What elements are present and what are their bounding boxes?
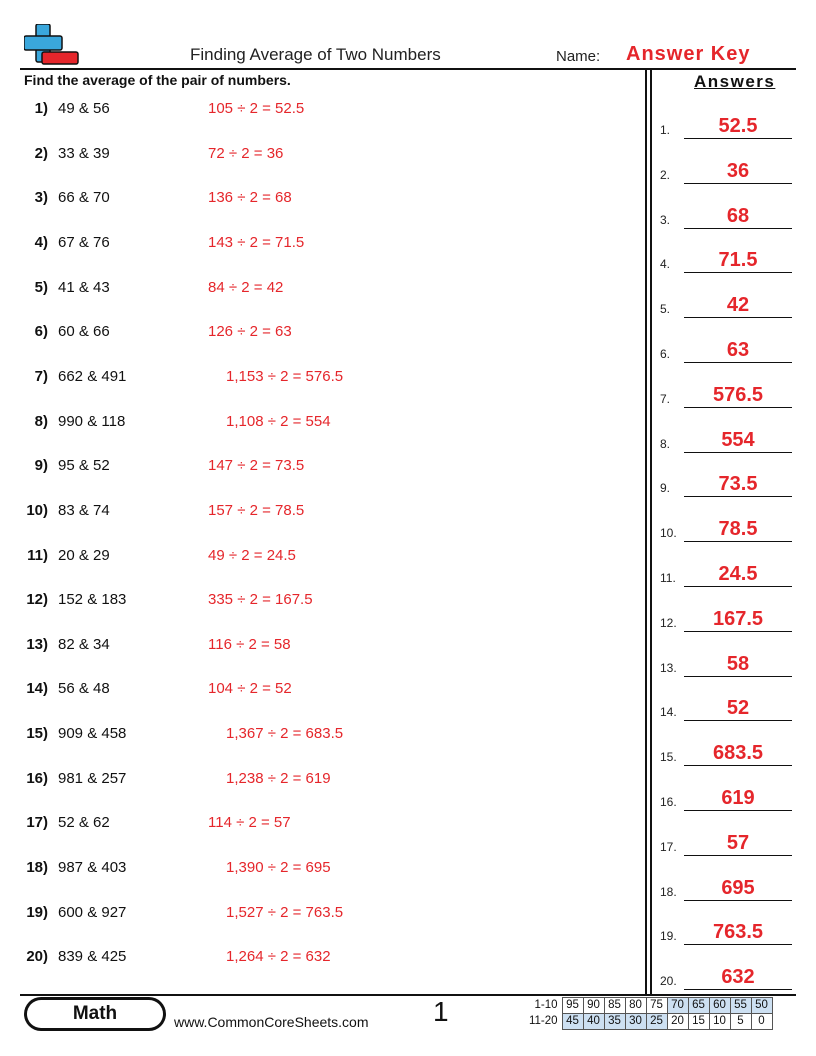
- problem-row: [20, 680, 620, 700]
- answer-number: 20.: [660, 974, 677, 989]
- worked-solution: 104 ÷ 2 = 52: [208, 680, 292, 698]
- problem-number: 1): [34, 100, 48, 117]
- answer-number: 19.: [660, 929, 677, 944]
- answer-line: [684, 944, 792, 945]
- answer-row: [658, 199, 792, 229]
- problem-number: 8): [34, 412, 48, 430]
- problem-row: [20, 100, 620, 120]
- answer-row: [658, 691, 792, 721]
- number-pair: 66 & 70: [58, 189, 110, 207]
- column-divider: [650, 69, 652, 995]
- worked-solution: 116 ÷ 2 = 58: [208, 635, 291, 653]
- score-cell: 75: [646, 998, 667, 1014]
- answer-number: 16.: [660, 795, 677, 809]
- answer-row: [658, 736, 792, 766]
- score-cell: 45: [562, 1014, 583, 1030]
- answer-number: 4.: [660, 257, 671, 272]
- answer-line: [684, 272, 792, 273]
- problem-row: [20, 725, 620, 745]
- number-pair: 56 & 48: [58, 680, 110, 698]
- score-cell: 90: [583, 998, 604, 1014]
- number-pair: 990 & 118: [58, 412, 126, 430]
- answer-value: 167.5: [712, 607, 764, 630]
- worked-solution: 72 ÷ 2 = 36: [208, 144, 284, 162]
- answer-row: [658, 378, 792, 408]
- answer-line: [684, 810, 792, 811]
- answer-line: [684, 183, 792, 184]
- problem-number: 4): [34, 233, 48, 251]
- score-row-label: 1-10: [534, 999, 558, 1011]
- score-cell: 80: [625, 998, 646, 1014]
- problem-number: 7): [34, 367, 48, 385]
- answer-row: [658, 288, 792, 318]
- score-cell: 5: [730, 1014, 751, 1030]
- worked-solution: 147 ÷ 2 = 73.5: [208, 457, 305, 475]
- score-cell: 30: [625, 1014, 646, 1030]
- problem-row: [20, 145, 620, 165]
- answer-line: [684, 720, 792, 721]
- problem-number: 3): [34, 189, 48, 207]
- answer-line: [684, 362, 792, 363]
- answer-row: [658, 557, 792, 587]
- answer-number: 5.: [660, 302, 671, 317]
- score-cell: 65: [688, 998, 709, 1014]
- problem-row: [20, 591, 620, 611]
- answer-value: 58: [726, 652, 750, 675]
- problem-row: [20, 770, 620, 790]
- number-pair: 981 & 257: [58, 769, 127, 787]
- problem-row: [20, 279, 620, 299]
- number-pair: 60 & 66: [58, 323, 110, 341]
- problem-row: [20, 502, 620, 522]
- answer-line: [684, 228, 792, 229]
- answer-row: [658, 826, 792, 856]
- footer-divider: [20, 994, 796, 996]
- answer-key-label: Answer Key: [626, 43, 751, 65]
- answer-number: 1.: [660, 123, 671, 137]
- answer-value: 68: [726, 204, 750, 227]
- number-pair: 67 & 76: [58, 233, 110, 251]
- answer-row: [658, 781, 792, 811]
- answer-number: 18.: [660, 884, 677, 899]
- answer-row: [658, 960, 792, 990]
- problem-number: 10): [26, 501, 48, 519]
- score-cell: 0: [751, 1014, 772, 1030]
- number-pair: 662 & 491: [58, 367, 127, 385]
- problem-number: 9): [34, 457, 48, 475]
- answer-value: 57: [726, 831, 750, 854]
- problem-number: 2): [34, 144, 48, 162]
- worked-solution: 335 ÷ 2 = 167.5: [208, 591, 313, 609]
- answer-line: [684, 496, 792, 497]
- score-cell: 95: [562, 998, 583, 1014]
- worked-solution: 114 ÷ 2 = 57: [208, 814, 291, 832]
- answer-row: [658, 647, 792, 677]
- problem-number: 14): [26, 680, 48, 698]
- column-divider: [645, 69, 647, 995]
- score-cell: 15: [688, 1014, 709, 1030]
- answer-value: 71.5: [718, 249, 758, 272]
- number-pair: 41 & 43: [58, 278, 110, 296]
- problem-row: [20, 413, 620, 433]
- answer-value: 24.5: [718, 563, 758, 585]
- site-url: www.CommonCoreSheets.com: [174, 1014, 369, 1030]
- answer-line: [684, 586, 792, 587]
- answer-row: [658, 333, 792, 363]
- answer-row: [658, 915, 792, 945]
- number-pair: 600 & 927: [58, 903, 127, 921]
- answer-row: [658, 512, 792, 542]
- answer-number: 9.: [660, 481, 671, 496]
- number-pair: 33 & 39: [58, 144, 110, 162]
- number-pair: 52 & 62: [58, 814, 110, 832]
- answer-value: 78.5: [718, 518, 758, 541]
- problem-row: [20, 814, 620, 834]
- subject-label: Math: [27, 1000, 163, 1028]
- answer-number: 13.: [660, 660, 677, 675]
- answer-line: [684, 676, 792, 677]
- problem-row: [20, 234, 620, 254]
- answer-number: 2.: [660, 167, 671, 182]
- worked-solution: 136 ÷ 2 = 68: [208, 189, 292, 207]
- answer-number: 6.: [660, 347, 671, 361]
- answer-line: [684, 138, 792, 139]
- answer-number: 3.: [660, 212, 671, 227]
- problem-row: [20, 323, 620, 343]
- problem-number: 20): [26, 948, 48, 966]
- worked-solution: 143 ÷ 2 = 71.5: [208, 233, 305, 251]
- answer-number: 12.: [660, 615, 677, 630]
- score-cell: 35: [604, 1014, 625, 1030]
- number-pair: 82 & 34: [58, 635, 110, 653]
- answer-line: [684, 855, 792, 856]
- answer-number: 8.: [660, 436, 671, 451]
- worked-solution: 1,108 ÷ 2 = 554: [226, 412, 331, 430]
- worked-solution: 105 ÷ 2 = 52.5: [208, 100, 305, 117]
- number-pair: 987 & 403: [58, 859, 127, 877]
- problem-number: 5): [34, 278, 48, 296]
- number-pair: 839 & 425: [58, 948, 127, 966]
- name-label: Name:: [556, 48, 601, 65]
- problem-row: [20, 547, 620, 567]
- score-table: [524, 997, 773, 1030]
- answer-line: [684, 631, 792, 632]
- answer-value: 632: [721, 966, 755, 989]
- answer-value: 695: [721, 876, 755, 899]
- answer-value: 52: [726, 697, 750, 720]
- problem-number: 11): [27, 546, 48, 564]
- number-pair: 49 & 56: [58, 100, 110, 117]
- number-pair: 83 & 74: [58, 501, 110, 519]
- answer-row: [658, 154, 792, 184]
- worked-solution: 1,367 ÷ 2 = 683.5: [226, 725, 344, 743]
- answer-row: [658, 467, 792, 497]
- problem-number: 19): [26, 903, 48, 921]
- answers-heading: Answers: [694, 72, 776, 91]
- problem-row: [20, 904, 620, 924]
- score-cell: 60: [709, 998, 730, 1014]
- answer-value: 619: [721, 787, 755, 809]
- answer-value: 554: [721, 428, 755, 451]
- problem-row: [20, 948, 620, 968]
- answer-number: 14.: [660, 705, 677, 720]
- answer-number: 15.: [660, 750, 677, 765]
- subject-badge: [24, 997, 166, 1031]
- problem-number: 17): [26, 814, 48, 832]
- answer-number: 7.: [660, 391, 671, 406]
- problem-row: [20, 457, 620, 477]
- instructions: Find the average of the pair of numbers.: [24, 72, 291, 88]
- problem-number: 6): [34, 323, 48, 341]
- header-divider: [20, 68, 796, 70]
- answer-row: [658, 602, 792, 632]
- worked-solution: 84 ÷ 2 = 42: [208, 278, 284, 296]
- problem-number: 16): [26, 769, 48, 787]
- problem-number: 18): [26, 859, 48, 877]
- score-row-label: 11-20: [528, 1015, 558, 1027]
- worked-solution: 157 ÷ 2 = 78.5: [208, 501, 305, 519]
- answer-value: 42: [726, 294, 750, 317]
- answer-value: 63: [726, 339, 750, 361]
- answer-value: 763.5: [712, 921, 764, 944]
- problem-row: [20, 189, 620, 209]
- score-cell: 10: [709, 1014, 730, 1030]
- worked-solution: 1,238 ÷ 2 = 619: [226, 769, 331, 787]
- answer-number: 17.: [660, 839, 677, 854]
- problem-number: 12): [26, 591, 48, 609]
- worked-solution: 1,390 ÷ 2 = 695: [226, 859, 331, 877]
- worksheet-title: Finding Average of Two Numbers: [190, 45, 441, 64]
- answer-line: [684, 541, 792, 542]
- answer-value: 576.5: [712, 383, 764, 406]
- answer-row: [658, 871, 792, 901]
- answer-row: [658, 109, 792, 139]
- answer-number: 11.: [660, 571, 676, 585]
- answer-value: 52.5: [718, 115, 758, 137]
- page-number: 1: [433, 996, 449, 1027]
- answer-line: [684, 900, 792, 901]
- worked-solution: 49 ÷ 2 = 24.5: [208, 546, 296, 564]
- answer-number: 10.: [660, 526, 677, 541]
- problem-row: [20, 368, 620, 388]
- answer-line: [684, 765, 792, 766]
- number-pair: 95 & 52: [58, 457, 110, 475]
- worked-solution: 1,527 ÷ 2 = 763.5: [226, 903, 344, 921]
- score-cell: 85: [604, 998, 625, 1014]
- answer-value: 36: [726, 159, 750, 182]
- answer-row: [658, 423, 792, 453]
- score-cell: 20: [667, 1014, 688, 1030]
- score-cell: 50: [751, 998, 772, 1014]
- problem-number: 15): [26, 725, 48, 743]
- number-pair: 152 & 183: [58, 591, 127, 609]
- problem-row: [20, 636, 620, 656]
- answer-value: 683.5: [712, 742, 764, 765]
- score-cell: 25: [646, 1014, 667, 1030]
- answer-line: [684, 989, 792, 990]
- answer-line: [684, 407, 792, 408]
- answer-line: [684, 317, 792, 318]
- worked-solution: 126 ÷ 2 = 63: [208, 323, 292, 341]
- number-pair: 909 & 458: [58, 725, 127, 743]
- plus-minus-logo-icon: [24, 24, 80, 66]
- score-row: [524, 998, 772, 1014]
- problem-number: 13): [26, 635, 48, 653]
- score-cell: 55: [730, 998, 751, 1014]
- score-row: [524, 1014, 772, 1030]
- problem-row: [20, 859, 620, 879]
- score-cell: 40: [583, 1014, 604, 1030]
- answer-value: 73.5: [718, 473, 758, 496]
- answer-row: [658, 243, 792, 273]
- answer-line: [684, 452, 792, 453]
- score-cell: 70: [667, 998, 688, 1014]
- worked-solution: 1,153 ÷ 2 = 576.5: [226, 367, 344, 385]
- number-pair: 20 & 29: [58, 546, 110, 564]
- worked-solution: 1,264 ÷ 2 = 632: [226, 948, 331, 966]
